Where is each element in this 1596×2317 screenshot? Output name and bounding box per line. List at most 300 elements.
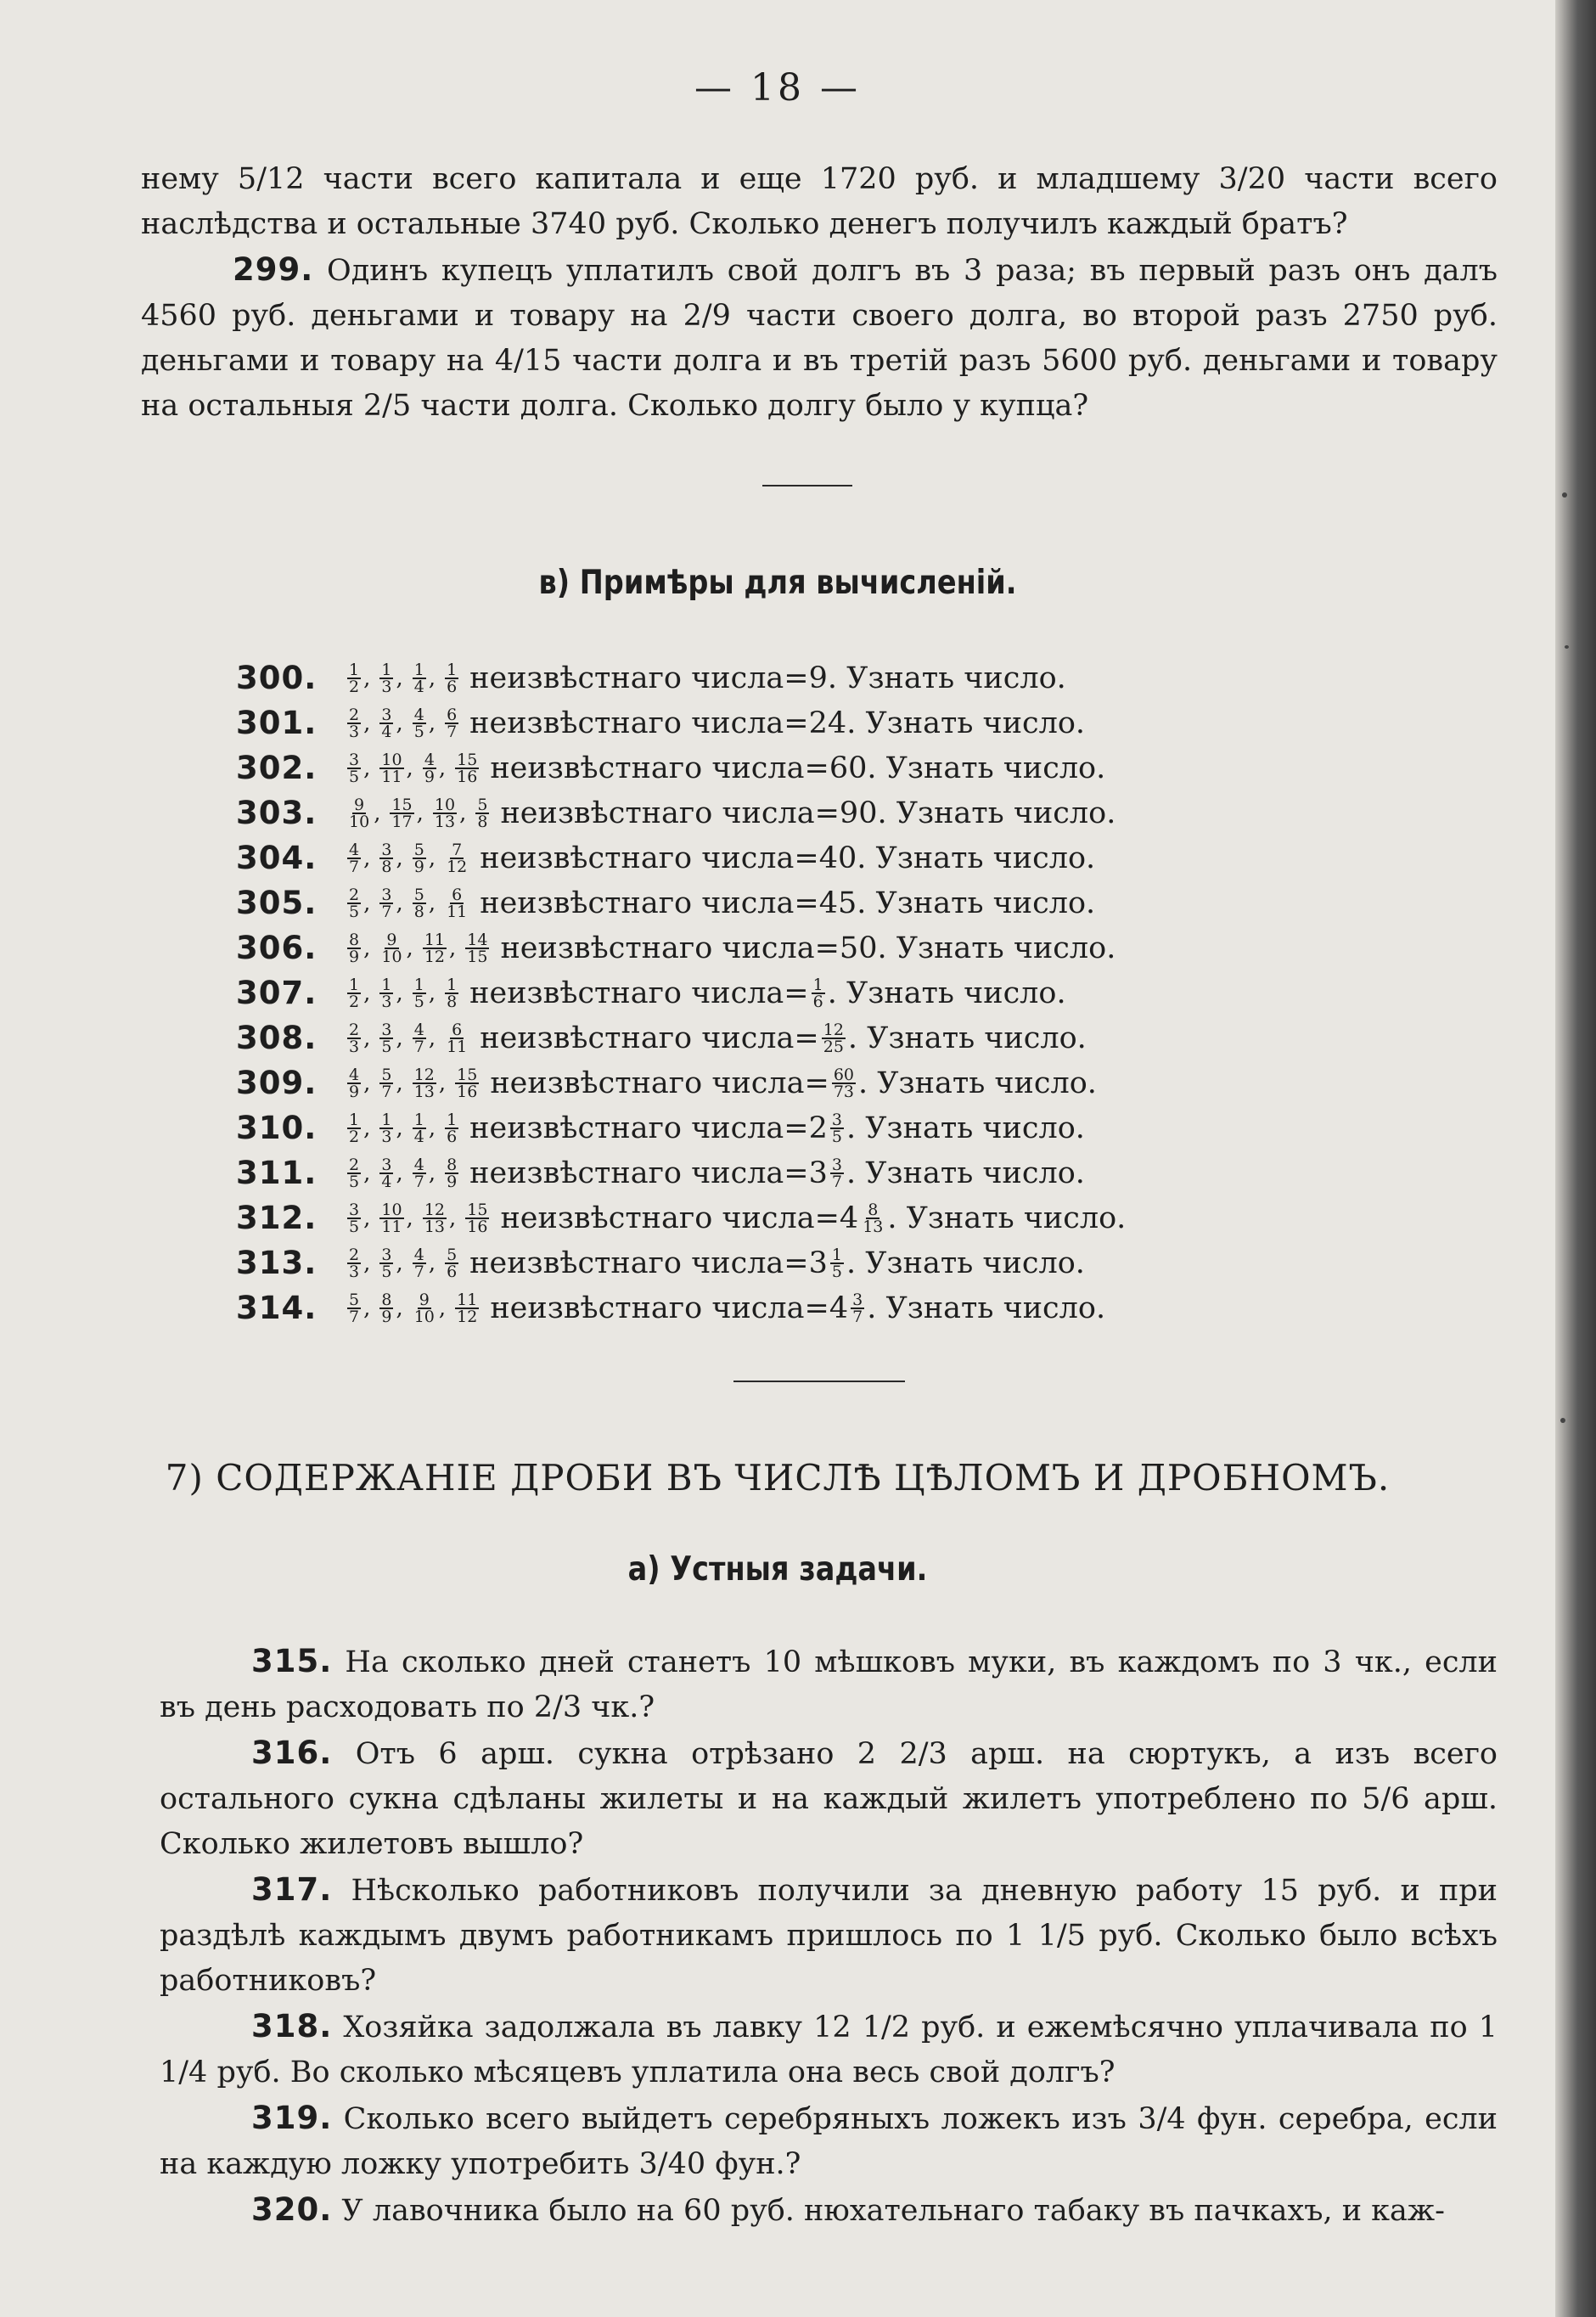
value-number: 24 [808,706,847,740]
fraction-numerator: 1 [413,1110,424,1129]
fraction [379,1247,393,1279]
example-tail: . Узнать число. [887,1201,1127,1235]
fraction [379,842,393,874]
fraction [347,842,361,874]
fraction-numerator: 1 [812,975,823,994]
fraction [832,1067,856,1099]
fraction-denominator: 2 [349,1127,360,1146]
fraction-denominator: 7 [852,1307,863,1326]
example-row [236,790,1357,835]
fraction-numerator: 1 [413,660,424,679]
separator: , [416,800,424,826]
fraction-numerator: 4 [413,1155,424,1174]
fraction-numerator: 9 [419,1290,430,1309]
fraction-numerator: 4 [413,1020,424,1039]
separator: , [396,1115,403,1141]
fraction-numerator: 3 [349,750,360,769]
example-value [809,661,828,695]
fraction [413,1157,426,1189]
fraction-numerator: 12 [413,1065,435,1084]
example-row [236,835,1357,880]
fraction [347,1112,361,1144]
fraction [379,752,403,785]
fraction-numerator: 3 [381,1245,392,1264]
value-number: 9 [808,661,828,695]
fraction [379,1067,393,1099]
separator: , [363,1160,371,1186]
fraction [379,662,393,695]
fraction-numerator: 4 [413,1245,424,1264]
fraction-numerator: 5 [413,840,424,859]
fraction [830,1157,844,1189]
example-row [236,745,1357,790]
scan-speck [1560,1418,1565,1423]
problem-item [160,1867,1498,2004]
scan-speck [1565,645,1569,649]
example-number: 307. [236,975,318,1011]
example-value [809,1111,846,1145]
fraction-denominator: 10 [381,947,402,966]
separator: , [396,1250,403,1276]
fraction-numerator: 15 [391,795,413,814]
separator: , [406,935,413,961]
fraction-numerator: 3 [381,705,392,724]
example-number: 300. [236,660,318,696]
fraction-denominator: 9 [413,857,424,876]
fraction-numerator: 12 [424,1200,445,1219]
fraction-denominator: 9 [447,1172,458,1191]
fraction-denominator: 12 [457,1307,478,1326]
fraction-denominator: 4 [381,1172,392,1191]
fraction-denominator: 16 [467,1217,488,1236]
fraction-denominator: 8 [477,812,488,831]
example-number: 311. [236,1155,318,1191]
fraction [445,1112,458,1144]
fraction-numerator: 1 [413,975,424,994]
fraction-denominator: 9 [381,1307,392,1326]
problem-text: Одинъ купецъ уплатилъ свой долгъ въ 3 раза; въ первый разъ онъ далъ 4560 руб. деньгами и товару на 2/9 части своего долга, во второй разъ 2750 руб. деньгами и товару на 4/15 части долга и въ третій разъ 5600 руб. деньгами и товару на остальныя 2/5 части долга. Сколько долгу было у купца? [141,254,1498,423]
fraction-denominator: 5 [349,1217,360,1236]
fraction-denominator: 3 [381,677,392,696]
example-number: 313. [236,1245,318,1281]
example-tail: . Узнать число. [827,661,1066,695]
example-fractions [345,932,492,964]
fraction-numerator: 5 [349,1290,360,1309]
example-number: 303. [236,795,318,831]
fraction [379,1022,393,1054]
value-number: 60 [829,751,868,785]
fraction-numerator: 6 [447,705,458,724]
separator: , [363,1115,371,1141]
fraction-numerator: 5 [447,1245,458,1264]
fraction-numerator: 3 [831,1110,843,1129]
example-tail: . Узнать число. [857,841,1096,875]
example-number: 310. [236,1110,318,1146]
separator: , [449,1205,457,1231]
problem-number: 316. [251,1735,333,1771]
fraction [347,752,361,785]
fraction-numerator: 3 [381,1155,392,1174]
fraction [445,1247,458,1279]
example-value [840,1201,887,1235]
separator: , [438,755,447,781]
fraction [455,752,479,785]
fraction-denominator: 8 [447,992,458,1011]
fraction-numerator: 3 [381,885,392,904]
section-heading-v: в) Примѣры для вычисленій. [538,564,1017,602]
fraction [413,662,426,695]
fraction-numerator: 8 [447,1155,458,1174]
fraction [347,707,361,740]
problem-text: Сколько всего выйдетъ серебряныхъ ложекъ изъ 3/4 фун. серебра, если на каждую ложку употребить 3/40 фун.? [160,2102,1498,2181]
separator: , [428,890,436,916]
fraction-denominator: 17 [391,812,413,831]
short-divider [762,485,852,486]
example-text: неизвѣстнаго числа= [469,976,809,1010]
fraction-denominator: 10 [413,1307,435,1326]
fraction [445,1157,458,1189]
fraction-numerator: 5 [413,885,424,904]
fraction-numerator: 4 [424,750,435,769]
fraction-denominator: 6 [447,677,458,696]
example-fractions [345,977,461,1009]
section-divider [733,1381,905,1382]
example-value [809,977,828,1009]
problem-item [160,2187,1498,2234]
separator: , [396,665,403,691]
value-number: 90 [839,796,878,830]
example-fractions [345,1022,471,1054]
separator: , [396,1070,403,1096]
fraction-denominator: 7 [381,902,392,921]
fraction-numerator: 8 [868,1200,879,1219]
fraction-denominator: 11 [381,767,402,786]
separator: , [428,665,436,691]
fraction-denominator: 3 [381,992,392,1011]
separator: , [363,1250,371,1276]
fraction-numerator: 60 [833,1065,855,1084]
fraction [433,797,457,830]
fraction-denominator: 25 [823,1037,844,1056]
example-number: 308. [236,1020,318,1056]
example-number: 302. [236,750,318,786]
fraction [413,1022,426,1054]
fraction-denominator: 5 [413,992,424,1011]
fraction-denominator: 7 [413,1037,424,1056]
fraction-denominator: 12 [447,857,468,876]
fraction [413,1067,436,1099]
fraction-numerator: 4 [413,705,424,724]
separator: , [363,755,371,781]
separator: , [396,980,403,1006]
fraction-numerator: 2 [349,1020,360,1039]
separator: , [363,1295,371,1321]
problem-item [160,1639,1498,1730]
fraction-numerator: 1 [349,660,360,679]
fraction-numerator: 1 [831,1245,843,1264]
separator: , [396,1160,403,1186]
fraction-denominator: 6 [812,992,823,1011]
fraction-numerator: 3 [381,840,392,859]
separator: , [363,980,371,1006]
example-value [829,1291,867,1325]
example-text: неизвѣстнаго числа= [490,1066,829,1100]
problem-text: У лавочника было на 60 руб. нюхательнаго табаку въ пачкахъ, и каж- [332,2194,1445,2228]
value-whole: 2 [808,1111,828,1145]
separator: , [363,845,371,871]
fraction-numerator: 11 [424,930,445,949]
fraction [413,977,426,1009]
fraction-denominator: 3 [349,1262,360,1281]
fraction-numerator: 1 [349,1110,360,1129]
fraction-denominator: 9 [349,947,360,966]
fraction-numerator: 1 [349,975,360,994]
fraction [413,1292,436,1324]
example-value [809,1246,846,1280]
fraction-numerator: 9 [354,795,365,814]
fraction [413,707,426,740]
separator: , [396,890,403,916]
fraction-numerator: 7 [452,840,463,859]
fraction-numerator: 10 [381,1200,402,1219]
example-tail: . Узнать число. [846,1246,1085,1280]
fraction [851,1292,864,1324]
fraction [379,1157,393,1189]
fraction-denominator: 13 [434,812,456,831]
fraction-numerator: 4 [349,840,360,859]
example-row [236,970,1357,1015]
example-tail: . Узнать число. [858,1066,1097,1100]
page-number: — 18 — [694,66,861,110]
example-value [809,1156,846,1190]
fraction-denominator: 8 [413,902,424,921]
fraction [413,1112,426,1144]
fraction-numerator: 1 [447,1110,458,1129]
fraction-denominator: 7 [447,722,458,741]
fraction-numerator: 9 [386,930,397,949]
example-tail: . Узнать число. [846,1111,1085,1145]
fraction-numerator: 2 [349,885,360,904]
fraction-numerator: 8 [349,930,360,949]
example-text: неизвѣстнаго числа= [490,751,829,785]
fraction-numerator: 3 [831,1155,843,1174]
fraction [413,1247,426,1279]
fraction-numerator: 1 [381,660,392,679]
example-number: 306. [236,930,318,966]
fraction-denominator: 2 [349,677,360,696]
example-tail: . Узнать число. [846,706,1086,740]
example-fractions [345,842,471,874]
fraction-numerator: 10 [434,795,456,814]
example-number: 301. [236,705,318,741]
example-row [236,1285,1357,1330]
problem-number: 318. [251,2008,333,2044]
example-fractions [345,662,461,695]
example-value [840,796,878,830]
example-fractions [345,1292,481,1324]
fraction-denominator: 5 [831,1127,843,1146]
example-tail: . Узнать число. [877,796,1116,830]
fraction [379,887,393,919]
example-row [236,1240,1357,1285]
separator: , [438,1295,447,1321]
fraction-denominator: 7 [349,857,360,876]
fraction [347,887,361,919]
fraction-numerator: 8 [381,1290,392,1309]
example-text: неизвѣстнаго числа= [480,841,819,875]
section-heading-7: 7) СОДЕРЖАНІЕ ДРОБИ ВЪ ЧИСЛѢ ЦѢЛОМЪ И ДРОБНОМЪ. [165,1457,1391,1499]
fraction-denominator: 6 [447,1127,458,1146]
fraction-denominator: 7 [349,1307,360,1326]
fraction [379,707,393,740]
fraction-denominator: 11 [447,1037,468,1056]
separator: , [363,890,371,916]
fraction-denominator: 7 [413,1172,424,1191]
fraction [347,1202,361,1234]
value-whole: 3 [808,1246,828,1280]
fraction-denominator: 2 [349,992,360,1011]
fraction [455,1067,479,1099]
problem-item [160,1730,1498,1867]
separator: , [396,710,403,736]
example-row [236,655,1357,700]
fraction-denominator: 4 [413,1127,424,1146]
example-text: неизвѣстнаго числа= [500,1201,840,1235]
separator: , [438,1070,447,1096]
example-tail: . Узнать число. [846,1156,1085,1190]
fraction-denominator: 16 [457,1082,478,1101]
value-number: 45 [818,886,857,920]
fraction-numerator: 6 [452,885,463,904]
fraction-denominator: 5 [349,902,360,921]
fraction-denominator: 13 [413,1082,435,1101]
example-value [819,841,857,875]
fraction-denominator: 3 [381,1127,392,1146]
value-number: 50 [839,931,878,965]
fraction-numerator: 11 [457,1290,478,1309]
example-value [809,706,847,740]
example-text: неизвѣстнаго числа= [469,1246,809,1280]
example-number: 304. [236,840,318,876]
fraction-denominator: 11 [381,1217,402,1236]
fraction-numerator: 10 [381,750,402,769]
fraction [379,1112,393,1144]
example-number: 314. [236,1290,318,1326]
example-row [236,1105,1357,1150]
fraction-numerator: 12 [823,1020,844,1039]
fraction [861,1202,885,1234]
fraction-numerator: 2 [349,1155,360,1174]
fraction [347,1067,361,1099]
fraction-numerator: 4 [349,1065,360,1084]
problem-text: Отъ 6 арш. сукна отрѣзано 2 2/3 арш. на сюртукъ, а изъ всего остального сукна сдѣланы жилеты и на каждый жилетъ употреблено по 5/6 арш. Сколько жилетовъ вышло? [160,1737,1498,1861]
fraction [347,1247,361,1279]
problem-number: 315. [251,1643,333,1679]
fraction [379,1292,393,1324]
separator: , [449,935,457,961]
separator: , [428,1115,436,1141]
example-row [236,700,1357,745]
separator: , [428,1250,436,1276]
fraction-denominator: 13 [424,1217,445,1236]
value-whole: 4 [839,1201,859,1235]
fraction [445,977,458,1009]
example-text: неизвѣстнаго числа= [469,1111,809,1145]
fraction-denominator: 11 [447,902,468,921]
problem-item [160,2004,1498,2095]
example-value [819,1022,848,1054]
fraction-denominator: 8 [381,857,392,876]
examples-list [236,655,1357,1330]
example-fractions [345,1112,461,1144]
fraction-denominator: 3 [349,722,360,741]
example-fractions [345,707,461,740]
example-row [236,925,1357,970]
separator: , [363,1070,371,1096]
fraction-denominator: 5 [381,1037,392,1056]
fraction-numerator: 5 [477,795,488,814]
example-text: неизвѣстнаго числа= [490,1291,829,1325]
fraction-denominator: 9 [349,1082,360,1101]
example-number: 305. [236,885,318,921]
fraction [465,1202,489,1234]
fraction [347,1157,361,1189]
value-number: 40 [818,841,857,875]
example-text: неизвѣстнаго числа= [480,1021,819,1055]
fraction-numerator: 14 [467,930,488,949]
example-fractions [345,887,471,919]
separator: , [396,845,403,871]
fraction-denominator: 13 [863,1217,884,1236]
fraction-numerator: 15 [457,1065,478,1084]
fraction [445,707,458,740]
fraction-denominator: 16 [457,767,478,786]
separator: , [374,800,381,826]
fraction [379,1202,403,1234]
example-row [236,1015,1357,1060]
fraction [445,842,469,874]
fraction [445,662,458,695]
fraction [445,887,469,919]
fraction-denominator: 3 [349,1037,360,1056]
fraction [347,662,361,695]
fraction-numerator: 1 [381,1110,392,1129]
example-tail: . Узнать число. [867,751,1106,785]
fraction-denominator: 12 [424,947,445,966]
fraction-denominator: 5 [413,722,424,741]
fraction-denominator: 10 [349,812,370,831]
fraction [423,1202,447,1234]
fraction-numerator: 5 [381,1065,392,1084]
fraction [379,977,393,1009]
fraction-numerator: 6 [452,1020,463,1039]
fraction [812,977,825,1009]
problem-text: На сколько дней станетъ 10 мѣшковъ муки, въ каждомъ по 3 чк., если въ день расходовать по 2/3 чк.? [160,1645,1498,1724]
problem-number: 319. [251,2100,333,2136]
separator: , [363,935,371,961]
example-text: неизвѣстнаго числа= [469,1156,809,1190]
fraction-numerator: 3 [852,1290,863,1309]
problem-number: 317. [251,1871,333,1908]
fraction [475,797,489,830]
example-row [236,1060,1357,1105]
fraction [830,1247,844,1279]
example-tail: . Узнать число. [867,1291,1106,1325]
value-whole: 4 [829,1291,849,1325]
example-fractions [345,752,481,785]
separator: , [363,1205,371,1231]
example-row [236,880,1357,925]
